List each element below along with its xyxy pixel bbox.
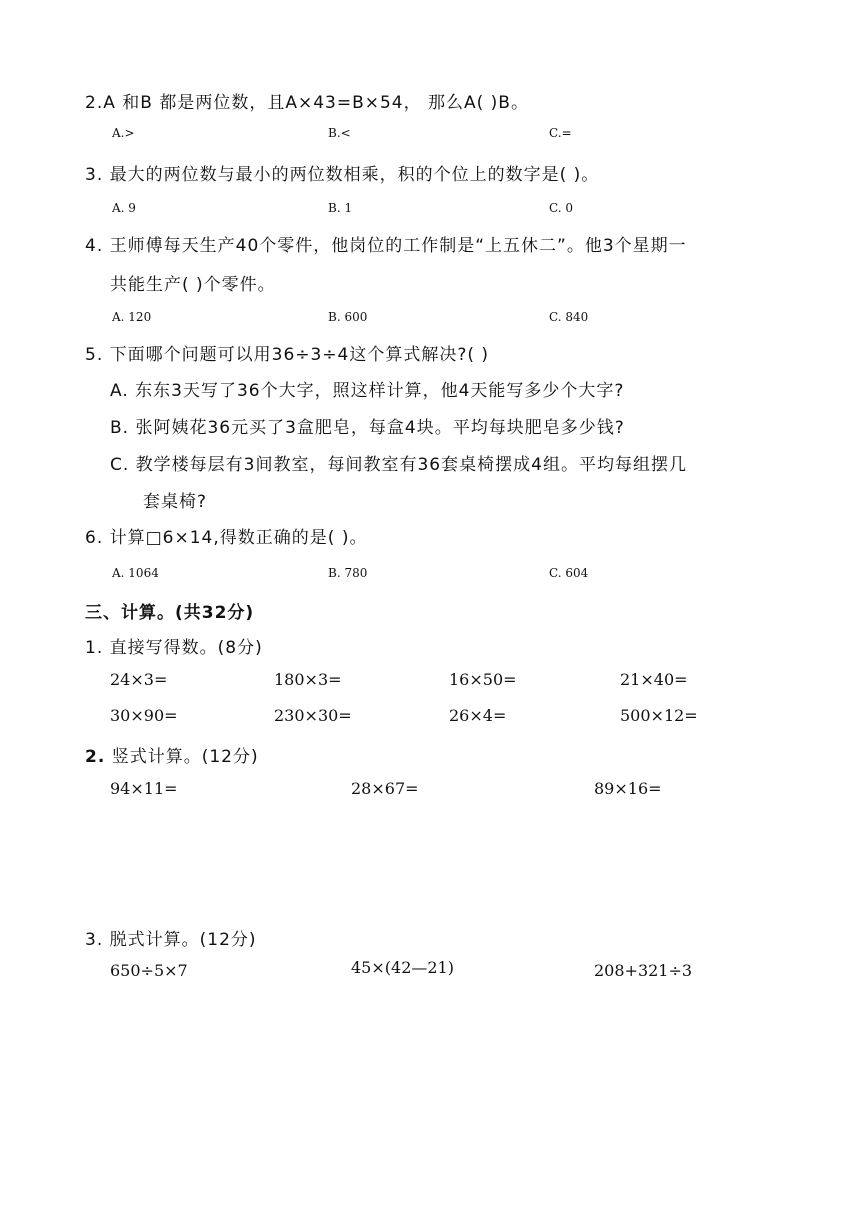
part-1-title: 1. 直接写得数。(8分) [85, 638, 263, 658]
question-4-option-c: C. 840 [549, 310, 589, 324]
question-5-option-c-line-1: C. 教学楼每层有3间教室，每间教室有36套桌椅摆成4组。平均每组摆几 [110, 455, 687, 475]
question-4-text-line-1: 4. 王师傅每天生产40个零件，他岗位的工作制是“上五休二”。他3个星期一 [85, 236, 687, 256]
mental-calc-item: 24×3= [110, 670, 168, 689]
part-2-number: 2. [85, 747, 106, 767]
question-6-option-a: A. 1064 [112, 566, 159, 580]
part-3-title: 3. 脱式计算。(12分) [85, 930, 257, 950]
question-3-option-c: C. 0 [549, 201, 574, 215]
question-2-option-c: C.= [549, 126, 572, 140]
vertical-calc-item: 94×11= [110, 779, 178, 798]
question-2-text: 2.A 和B 都是两位数，且A×43=B×54， 那么A( )B。 [85, 93, 529, 113]
vertical-calc-item: 89×16= [594, 779, 662, 798]
question-3-text: 3. 最大的两位数与最小的两位数相乘，积的个位上的数字是( )。 [85, 165, 600, 185]
question-6-option-c: C. 604 [549, 566, 589, 580]
stepwise-calc-item: 45×(42—21) [351, 958, 454, 977]
question-2-option-a: A.> [112, 126, 135, 140]
mental-calc-item: 26×4= [449, 706, 507, 725]
mental-calc-item: 230×30= [274, 706, 352, 725]
question-6-text: 6. 计算□6×14,得数正确的是( )。 [85, 528, 368, 548]
question-5-option-b: B. 张阿姨花36元买了3盒肥皂，每盒4块。平均每块肥皂多少钱? [110, 418, 625, 438]
question-5-option-c-line-2: 套桌椅? [143, 492, 208, 512]
mental-calc-item: 16×50= [449, 670, 517, 689]
question-4-option-a: A. 120 [112, 310, 152, 324]
question-3-option-b: B. 1 [328, 201, 353, 215]
question-3-option-a: A. 9 [112, 201, 136, 215]
question-5-text: 5. 下面哪个问题可以用36÷3÷4这个算式解决?( ) [85, 345, 490, 365]
mental-calc-item: 21×40= [620, 670, 688, 689]
mental-calc-item: 180×3= [274, 670, 342, 689]
question-2-option-b: B.< [328, 126, 351, 140]
question-4-option-b: B. 600 [328, 310, 368, 324]
part-2-title-text: 竖式计算。(12分) [105, 747, 259, 767]
section-3-title: 三、计算。(共32分) [85, 603, 255, 623]
stepwise-calc-item: 650÷5×7 [110, 961, 188, 980]
vertical-calc-item: 28×67= [351, 779, 419, 798]
question-6-option-b: B. 780 [328, 566, 368, 580]
stepwise-calc-item: 208+321÷3 [594, 961, 693, 980]
part-2-title [85, 742, 259, 767]
mental-calc-item: 500×12= [620, 706, 698, 725]
question-5-option-a: A. 东东3天写了36个大字，照这样计算，他4天能写多少个大字? [110, 381, 625, 401]
mental-calc-item: 30×90= [110, 706, 178, 725]
question-4-text-line-2: 共能生产( )个零件。 [110, 275, 276, 295]
